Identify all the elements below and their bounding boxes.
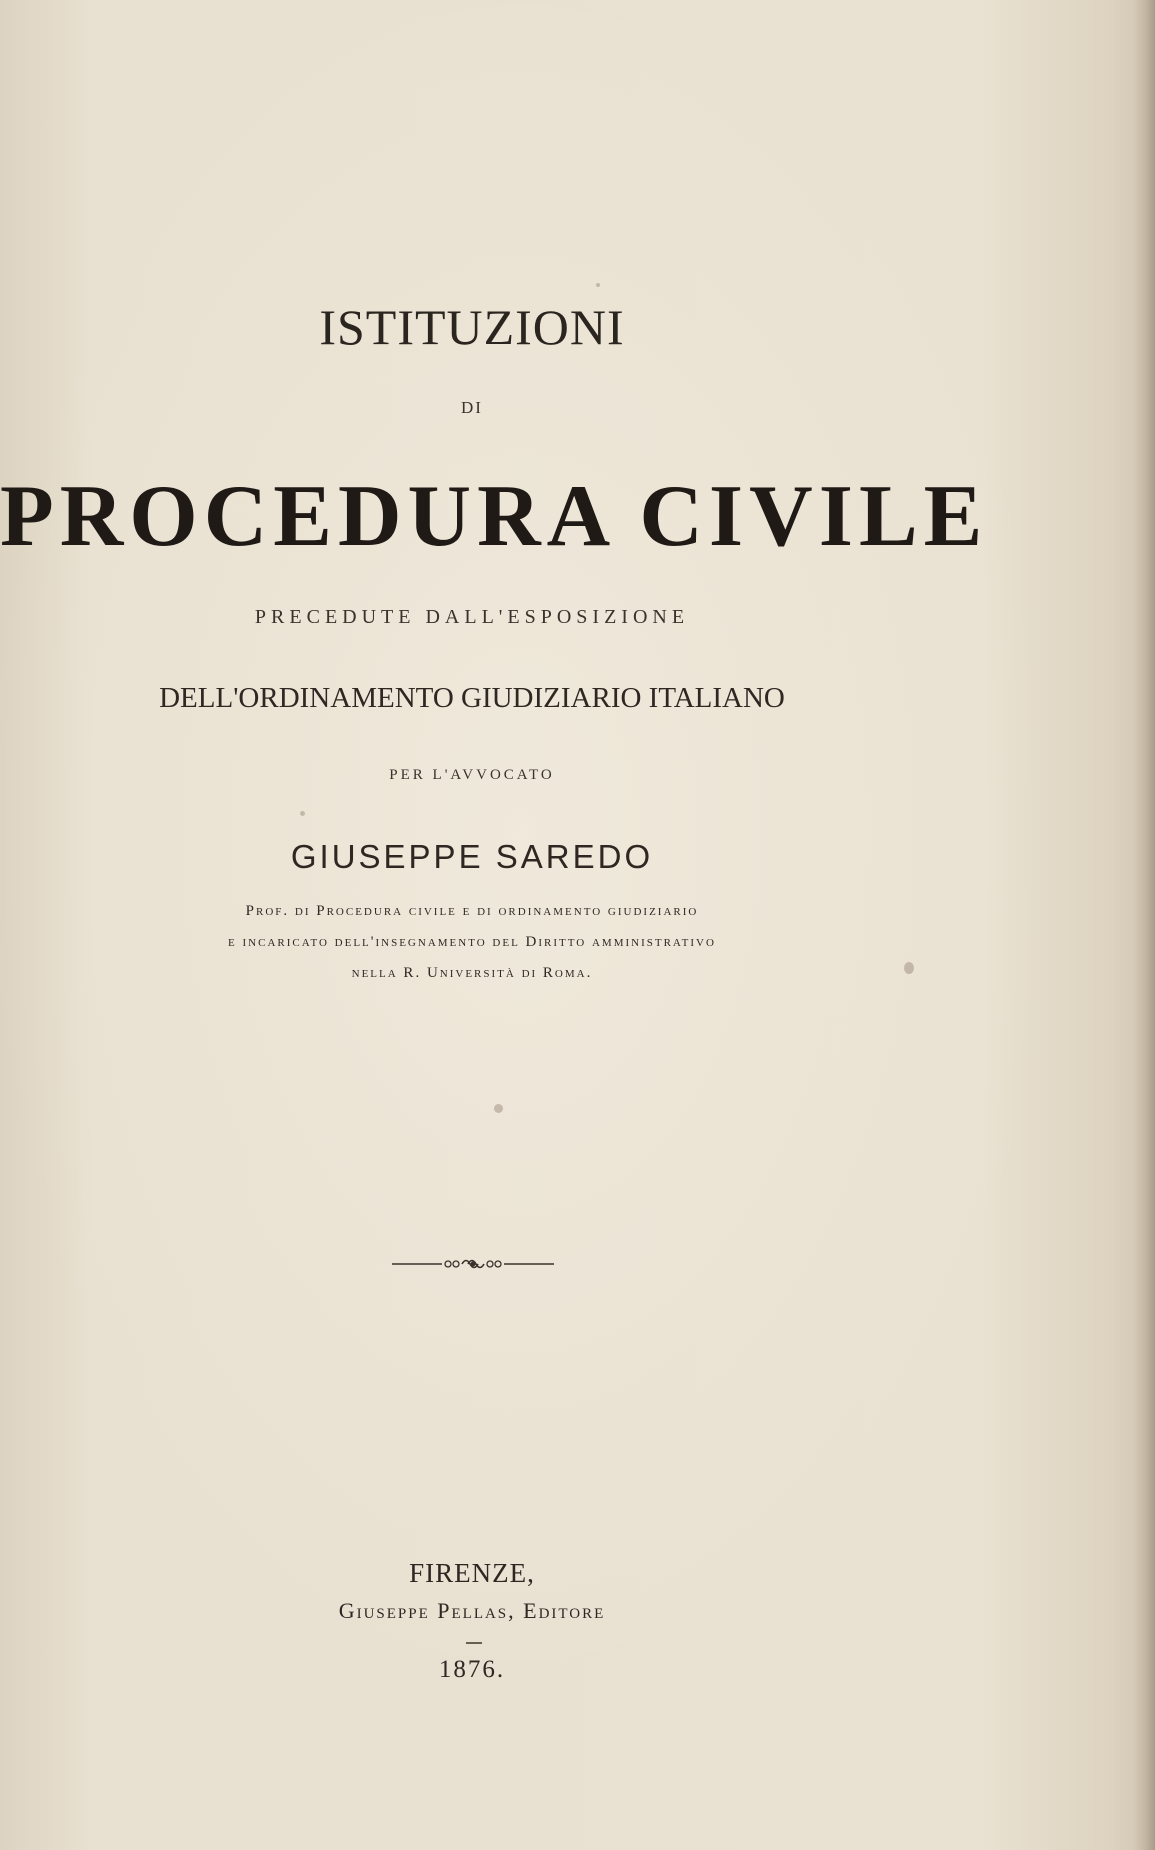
page-edge-shadow [1133, 0, 1155, 1850]
by-line: PER L'AVVOCATO [389, 767, 555, 783]
foxing-spot [904, 962, 914, 974]
title-line-2: PROCEDURA CIVILE [0, 468, 989, 565]
separator-dash [466, 1642, 482, 1644]
foxing-spot [300, 811, 305, 816]
publication-year: 1876. [438, 1656, 506, 1683]
subtitle-line-2: DELL'ORDINAMENTO GIUDIZIARIO ITALIANO [159, 682, 785, 714]
affiliation-line-3: nella R. Università di Roma. [351, 965, 593, 981]
author-name: GIUSEPPE SAREDO [290, 838, 654, 875]
title-line-1: ISTITUZIONI [319, 299, 625, 355]
foxing-spot [596, 283, 600, 287]
publisher-name: Giuseppe Pellas, Editore [338, 1598, 606, 1623]
subtitle-line-1: PRECEDUTE DALL'ESPOSIZIONE [254, 606, 690, 628]
affiliation-line-1: Prof. di Procedura civile e di ordinamento giudiziario [245, 903, 699, 919]
title-connector: DI [461, 398, 483, 417]
foxing-spot [494, 1104, 503, 1113]
publication-city: FIRENZE, [409, 1558, 535, 1588]
ornament-divider [392, 1254, 554, 1274]
affiliation-line-2: e incaricato dell'insegnamento del Diritto amministrativo [228, 934, 716, 950]
